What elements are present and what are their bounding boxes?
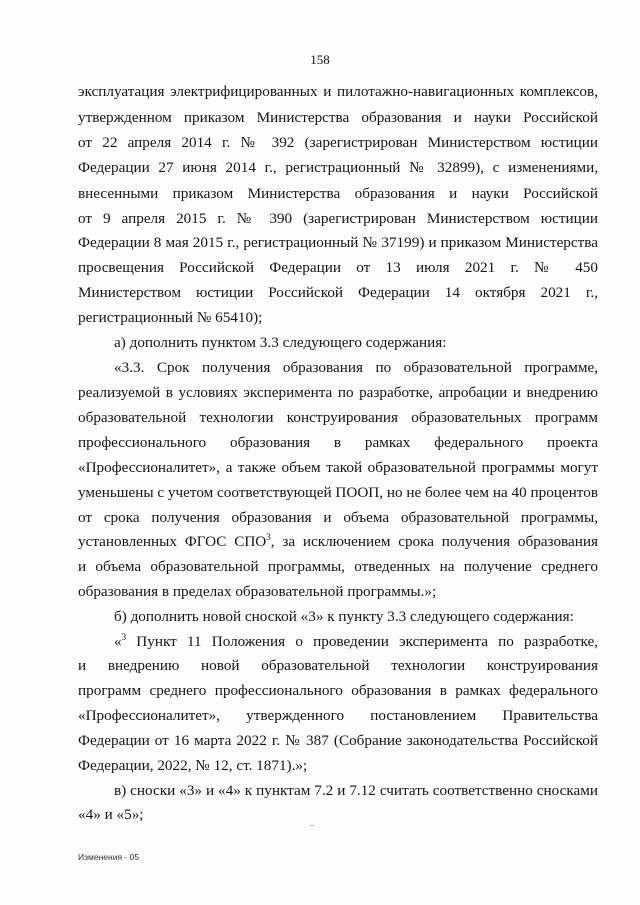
text-line: «4» и «5»; (78, 806, 144, 823)
text-line-with-footnote (78, 533, 598, 550)
text-line: а) дополнить пунктом 3.3 следующего содержания: (114, 334, 447, 351)
text-fragment: « (114, 633, 122, 650)
text-line: «Профессионалитет», утвержденного постановлением Правительства (78, 707, 598, 724)
text-line: Федерации от 16 марта 2022 г. № 387 (Собрание законодательства Российской (78, 732, 598, 749)
text-line: Федерации, 2022, № 12, ст. 1871).»; (78, 757, 308, 774)
text-line: «Профессионалитет», а также объем такой образовательной программы могут (78, 459, 598, 476)
text-line: Федерации 27 июня 2014 г., регистрационный № 32899), с изменениями, (78, 159, 598, 176)
text-line: образования в пределах образовательной программы.»; (78, 583, 437, 600)
footnote-marker: 3 (121, 633, 127, 642)
text-line: и объема образовательной программы, отведенных на получение среднего (78, 558, 598, 575)
text-line: утвержденном приказом Министерства образования и науки Российской (78, 109, 598, 126)
footnote-marker: 3 (266, 533, 271, 542)
text-line: от 9 апреля 2015 г. № 390 (зарегистрирован Министерством юстиции (78, 210, 598, 227)
text-line: от срока получения образования и объема образовательной программы, (78, 509, 598, 526)
text-line: профессионального образования в рамках федерального проекта (78, 434, 598, 451)
text-fragment: , за исключением срока получения образования (270, 533, 598, 550)
text-line: и внедрению новой образовательной технологии конструирования (78, 657, 598, 674)
text-line: б) дополнить новой сноской «3» к пункту 3.3 следующего содержания: (114, 608, 574, 625)
text-line-with-footnote (114, 633, 598, 650)
text-line: образовательной технологии конструирования образовательных программ (78, 409, 598, 426)
text-line: от 22 апреля 2014 г. № 392 (зарегистрирован Министерством юстиции (78, 134, 598, 151)
text-line: «3.3. Срок получения образования по образовательной программе, (114, 359, 598, 376)
text-line: программ среднего профессионального образования в рамках федерального (78, 682, 598, 699)
text-fragment: установленных ФГОС СПО (78, 533, 267, 550)
text-line: регистрационный № 65410); (78, 309, 263, 326)
text-line: уменьшены с учетом соответствующей ПООП, но не более чем на 40 процентов (78, 484, 598, 501)
text-line: Министерством юстиции Российской Федерации 14 октября 2021 г., (78, 284, 598, 301)
text-line: в) сноски «3» и «4» к пунктам 7.2 и 7.12 считать соответственно сносками (114, 782, 598, 799)
text-line: реализуемой в условиях эксперимента по разработке, апробации и внедрению (78, 384, 598, 401)
text-fragment: Пункт 11 Положения о проведении эксперимента по разработке, (136, 633, 598, 650)
scan-speck (311, 825, 313, 826)
text-line: внесенными приказом Министерства образования и науки Российской (78, 185, 598, 202)
page-number: 158 (310, 52, 330, 67)
text-line: эксплуатация электрифицированных и пилотажно-навигационных комплексов, (78, 83, 598, 100)
footer-label: Изменения - 05 (78, 852, 140, 862)
text-line: просвещения Российской Федерации от 13 июля 2021 г. № 450 (78, 259, 598, 276)
text-line: Федерации 8 мая 2015 г., регистрационный № 37199) и приказом Министерства (78, 234, 598, 251)
